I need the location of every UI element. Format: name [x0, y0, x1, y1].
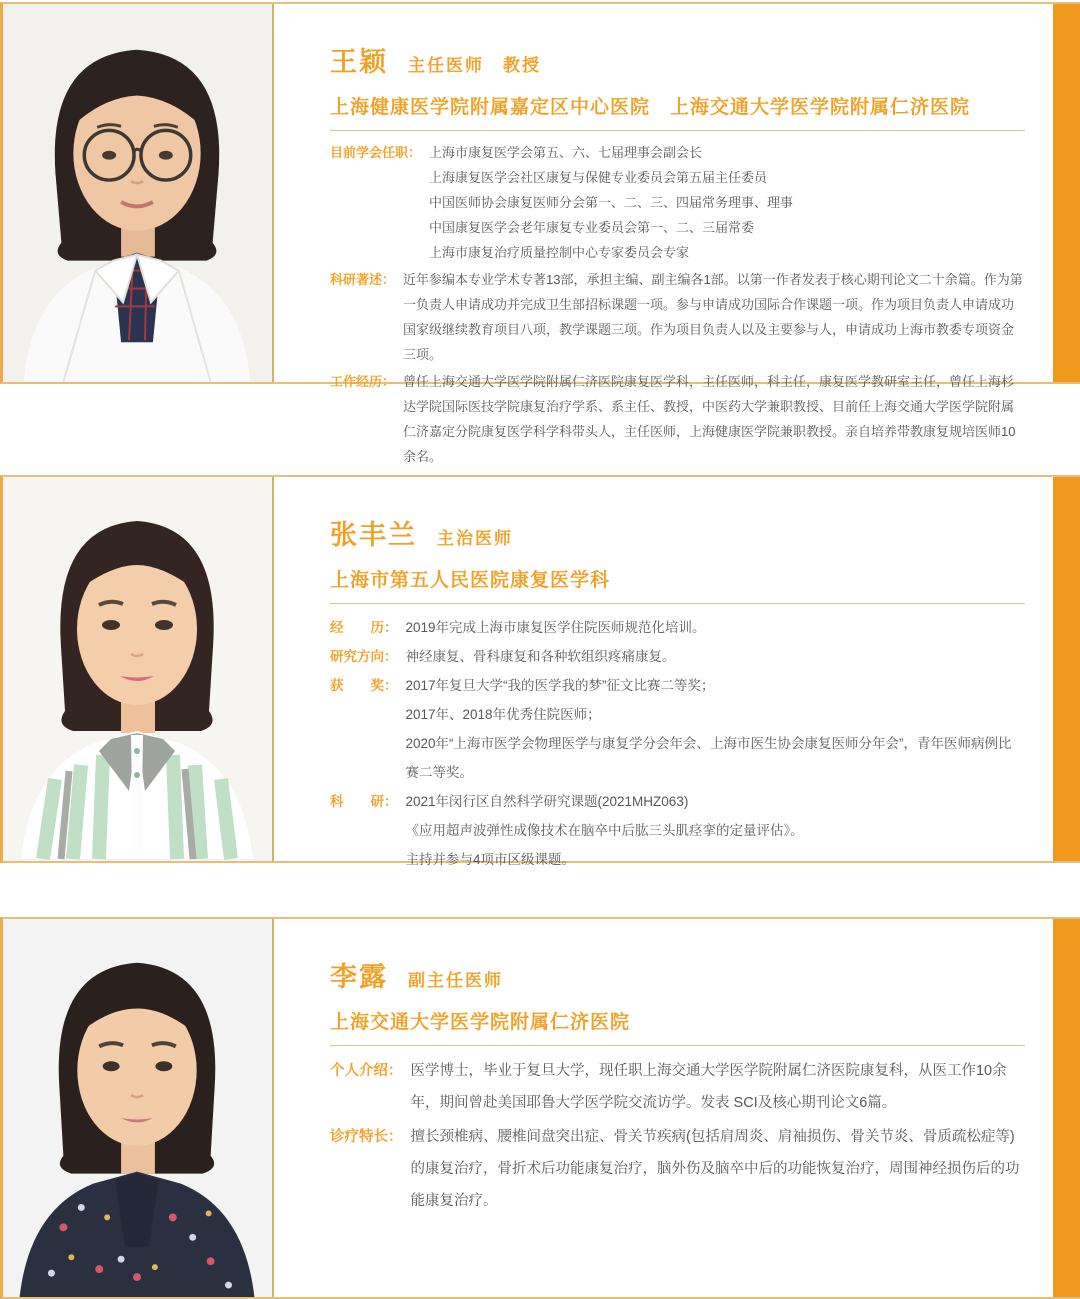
text-line: 近年参编本专业学术专著13部，承担主编、副主编各1部。以第一作者发表于核心期刊论文二十余篇。作为第一负责人申请成功并完成卫生部招标课题一项。参与申请成功国际合作课题一项。作为项目负责人申请成功国家级继续教育项目八项，教学课题三项。作为项目负责人以及主要参与人，申请成功上海市教委专项资金三项。 [403, 272, 1023, 362]
sections [330, 1055, 1025, 1217]
text-line: 擅长颈椎病、腰椎间盘突出症、骨关节疾病(包括肩周炎、肩袖损伤、骨关节炎、骨质疏松症等)的康复治疗，骨折术后功能康复治疗，脑外伤及脑卒中后的功能恢复治疗，周围神经损伤后的功能康复治疗。 [410, 1129, 1020, 1209]
section-experience [330, 613, 1025, 642]
section-research-publications [330, 267, 1025, 367]
doctor-photo [3, 919, 274, 1297]
doctor-titles: 主任医师 教授 [408, 56, 541, 75]
orange-strip [1053, 4, 1080, 382]
doctor-name: 李露 [330, 962, 388, 992]
doctor-hospital: 上海市第五人民医院康复医学科 [330, 570, 611, 591]
text-line: 上海康复医学会社区康复与保健专业委员会第五届主任委员 [429, 170, 768, 185]
text-line: 《应用超声波弹性成像技术在脑卒中后肱三头肌痉挛的定量评估》。 [405, 823, 804, 838]
doctor-photo [3, 477, 274, 861]
doctor-titles: 副主任医师 [408, 971, 503, 990]
section-label: 诊疗特长： [330, 1129, 403, 1145]
section-body [403, 369, 1025, 469]
section-label: 研究方向： [330, 649, 398, 664]
divider-rule [330, 1045, 1025, 1046]
section-body [406, 613, 1026, 642]
doctor-hospital: 上海健康医学院附属嘉定区中心医院 上海交通大学医学院附属仁济医院 [330, 97, 971, 118]
section-personal-intro [330, 1055, 1025, 1119]
section-body [403, 267, 1025, 367]
section-body [406, 671, 1026, 787]
name-row [330, 955, 1025, 994]
text-line: 中国康复医学会老年康复专业委员会第一、二、三届常委 [429, 220, 755, 235]
name-row [330, 513, 1025, 552]
text-line: 2017年、2018年优秀住院医师； [405, 707, 601, 722]
orange-strip [1053, 919, 1080, 1297]
doctor-titles: 主治医师 [437, 529, 513, 548]
doctor-card-lilu [0, 917, 1080, 1299]
doctor-photo [3, 4, 274, 382]
section-label: 科研著述： [330, 272, 396, 287]
section-research [330, 787, 1025, 874]
doctor-hospital: 上海交通大学医学院附属仁济医院 [330, 1012, 631, 1033]
section-body [411, 1055, 1026, 1119]
section-awards [330, 671, 1025, 787]
text-line: 2020年“上海市医学会物理医学与康复学分会年会、上海市医生协会康复医师分年会”，青年医师病例比赛二等奖。 [405, 736, 1012, 780]
orange-strip [1053, 477, 1080, 861]
doctor-name: 张丰兰 [330, 520, 417, 550]
doctor-portrait-illustration [3, 4, 272, 382]
text-line: 医学博士，毕业于复旦大学，现任职上海交通大学医学院附属仁济医院康复科，从医工作10余年，期间曾赴美国耶鲁大学医学院交流访学。发表 SCI及核心期刊论文6篇。 [410, 1063, 1007, 1111]
doctor-portrait-illustration [3, 477, 272, 861]
section-label: 经 历： [330, 620, 398, 635]
section-label: 科 研： [330, 794, 398, 809]
doctor-info [274, 919, 1053, 1297]
section-label: 个人介绍： [330, 1063, 403, 1079]
doctor-card-zhangfenglan [0, 475, 1080, 867]
text-line: 中国医师协会康复医师分会第一、二、三、四届常务理事、理事 [429, 195, 794, 210]
section-research-direction [330, 642, 1025, 671]
doctor-info [274, 4, 1053, 464]
sections [330, 613, 1025, 874]
text-line: 主持并参与4项市区级课题。 [405, 852, 576, 867]
text-line: 2017年复旦大学“我的医学我的梦”征文比赛二等奖； [405, 678, 715, 693]
divider-rule [330, 130, 1025, 131]
section-work-experience [330, 369, 1025, 469]
section-label: 工作经历： [330, 374, 396, 389]
section-body [411, 1121, 1026, 1217]
text-line: 曾任上海交通大学医学院附属仁济医院康复医学科，主任医师，科主任，康复医学教研室主任，曾任上海杉达学院国际医技学院康复治疗学系、系主任、教授，中医药大学兼职教授、目前任上海交通大学医学院附属仁济嘉定分院康复医学科学科带头人，主任医师，上海健康医学院兼职教授。亲自培养带教康复规培医师10余名。 [403, 374, 1016, 464]
doctor-card-wangying [0, 2, 1080, 464]
doctor-portrait-illustration [3, 919, 272, 1297]
doctor-info [274, 477, 1053, 867]
text-line: 神经康复、骨科康复和各种软组织疼痛康复。 [405, 649, 676, 664]
section-body [429, 140, 1025, 265]
section-body [406, 787, 1026, 874]
section-label: 目前学会任职： [330, 145, 422, 160]
divider-rule [330, 603, 1025, 604]
section-specialties [330, 1121, 1025, 1217]
doctor-name: 王颖 [330, 47, 388, 77]
name-row [330, 40, 1025, 79]
text-line: 2019年完成上海市康复医学住院医师规范化培训。 [405, 620, 706, 635]
text-line: 上海市康复治疗质量控制中心专家委员会专家 [429, 245, 690, 260]
section-society-posts [330, 140, 1025, 265]
section-label: 获 奖： [330, 678, 398, 693]
text-line: 上海市康复医学会第五、六、七届理事会副会长 [429, 145, 703, 160]
sections [330, 140, 1025, 469]
text-line: 2021年闵行区自然科学研究课题(2021MHZ063) [405, 794, 689, 809]
section-body [406, 642, 1026, 671]
